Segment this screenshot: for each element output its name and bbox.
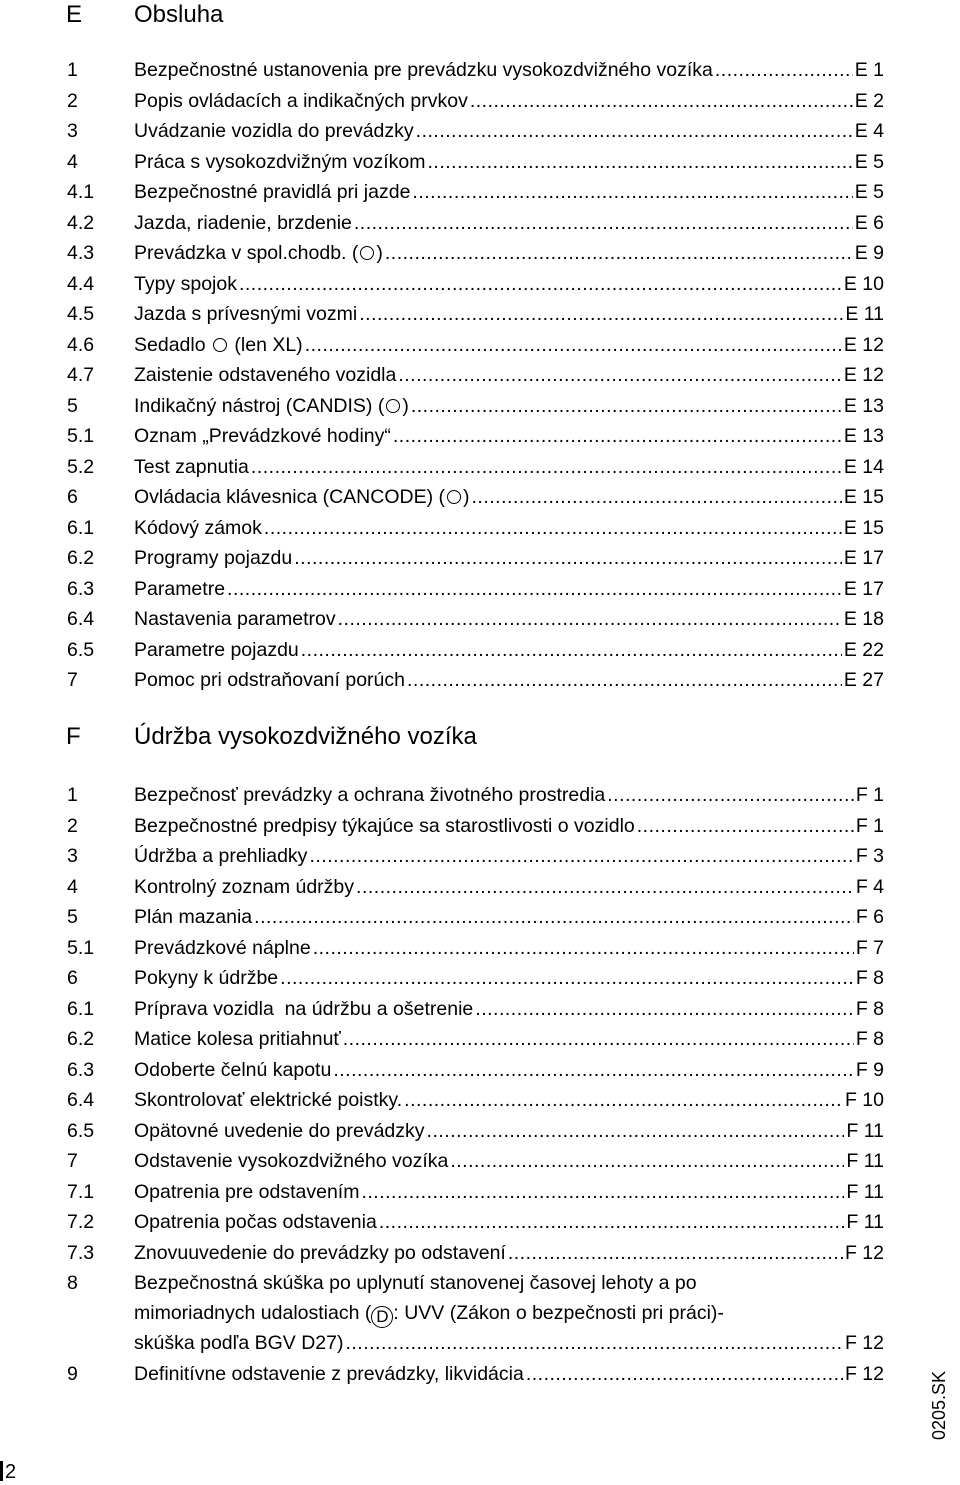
- toc-title: Bezpečnosť prevádzky a ochrana životného prostredia: [134, 784, 606, 806]
- toc-number: 6.2: [67, 547, 95, 569]
- toc-title: Odstavenie vysokozdvižného vozíka: [134, 1150, 449, 1172]
- toc-entry[interactable]: [0, 543, 960, 574]
- dot-leader: [356, 872, 854, 903]
- toc-number: 6.5: [67, 1119, 95, 1142]
- toc-number: 2: [67, 814, 78, 837]
- toc-page: F 12: [844, 1241, 884, 1264]
- toc-title: Kódový zámok: [134, 516, 262, 539]
- toc-title: Odoberte čelnú kapotu: [134, 1058, 332, 1081]
- toc-page: E 27: [843, 669, 884, 691]
- dot-leader: [508, 1238, 843, 1269]
- toc-entry[interactable]: [0, 238, 960, 269]
- dot-leader: [359, 299, 843, 330]
- toc-entry[interactable]: [0, 1359, 960, 1390]
- toc-number: 4.4: [67, 272, 95, 295]
- toc-number: 7.1: [67, 1180, 95, 1203]
- dot-leader: [354, 208, 853, 239]
- dot-leader: [428, 147, 853, 178]
- toc-entry[interactable]: [0, 391, 960, 422]
- toc-title: Jazda, riadenie, brzdenie: [134, 211, 352, 234]
- toc-page: E 4: [854, 120, 884, 142]
- toc-entry[interactable]: [0, 330, 960, 361]
- dot-leader: [333, 1055, 854, 1086]
- toc-entry[interactable]: [0, 86, 960, 117]
- toc-title-part: Prevádzka v spol.chodb. (: [134, 242, 359, 264]
- toc-page: F 6: [855, 906, 884, 928]
- toc-number: 6: [67, 967, 78, 989]
- toc-page: E 12: [843, 333, 884, 356]
- toc-entry[interactable]: [0, 1085, 960, 1116]
- toc-page: E 15: [843, 516, 884, 539]
- toc-entry[interactable]: [0, 513, 960, 544]
- toc-page: F 12: [844, 1332, 884, 1354]
- section-letter: E: [66, 1, 83, 28]
- toc-title: Matice kolesa pritiahnuť: [134, 1028, 341, 1050]
- toc-number: 6: [67, 486, 78, 508]
- toc-entry[interactable]: [0, 902, 960, 933]
- toc-title: Kontrolný zoznam údržby: [134, 875, 355, 898]
- dot-leader: [301, 635, 842, 666]
- toc-page: E 2: [854, 89, 884, 112]
- toc-number: 4: [67, 875, 78, 898]
- toc-number: 5.1: [67, 936, 95, 959]
- toc-entry[interactable]: [0, 482, 960, 513]
- toc-title: skúška podľa BGV D27): [134, 1332, 344, 1354]
- toc-title: Oznam „Prevádzkové hodiny“: [134, 425, 391, 447]
- toc-page: E 12: [843, 364, 884, 386]
- document-code: 0205.SK: [929, 1370, 949, 1440]
- section-e-header: [0, 0, 960, 36]
- dot-leader: [411, 391, 842, 422]
- dot-leader: [227, 574, 842, 605]
- toc-page: E 17: [843, 547, 884, 569]
- toc-title: Popis ovládacích a indikačných prvkov: [134, 89, 468, 112]
- toc-page: E 13: [843, 425, 884, 447]
- toc-title: Príprava vozidla na údržbu a ošetrenie: [134, 997, 474, 1020]
- toc-entry[interactable]: [0, 811, 960, 842]
- toc-title-part: ): [402, 394, 409, 417]
- toc-number: 4.1: [67, 181, 95, 203]
- toc-page: F 3: [855, 845, 884, 867]
- toc-entry[interactable]: [0, 208, 960, 239]
- toc-title-part: Sedadlo: [134, 333, 211, 356]
- toc-title: Nastavenia parametrov: [134, 608, 336, 630]
- toc-number: 7.3: [67, 1241, 95, 1264]
- toc-title: Jazda s prívesnými vozmi: [134, 303, 358, 325]
- toc-entry[interactable]: [0, 1177, 960, 1208]
- toc-page: E 17: [843, 577, 884, 600]
- toc-number: 6.3: [67, 577, 95, 600]
- toc-title: Definitívne odstavenie z prevádzky, likvidácia: [134, 1363, 524, 1385]
- toc-entry[interactable]: [0, 994, 960, 1025]
- toc-number: 4: [67, 150, 78, 173]
- toc-number: 4.2: [67, 211, 95, 234]
- dot-leader: [637, 811, 854, 842]
- dot-leader: [239, 269, 842, 300]
- toc-title-line: Bezpečnostná skúška po uplynutí stanovenej časovej lehoty a po: [134, 1272, 697, 1294]
- dot-leader: [407, 665, 842, 696]
- toc-page: F 11: [846, 1119, 884, 1142]
- toc-title: [134, 330, 303, 361]
- toc-entry[interactable]: [0, 933, 960, 964]
- toc-entry[interactable]: [0, 665, 960, 696]
- toc-entry[interactable]: [0, 635, 960, 666]
- dot-leader: [305, 330, 842, 361]
- dot-leader: [715, 55, 853, 86]
- toc-title: Typy spojok: [134, 272, 237, 295]
- toc-entry[interactable]: [0, 1116, 960, 1147]
- dot-leader: [343, 1024, 854, 1055]
- toc-number: 5.1: [67, 425, 95, 447]
- margin-bar: [0, 1461, 3, 1481]
- dot-leader: [251, 452, 842, 483]
- toc-title: Bezpečnostné pravidlá pri jazde: [134, 181, 411, 203]
- toc-title-line: [134, 1298, 724, 1329]
- dot-leader: [379, 1207, 845, 1238]
- optional-equipment-icon: [213, 338, 227, 352]
- toc-number: 6.4: [67, 1089, 95, 1111]
- toc-page: F 8: [855, 967, 884, 989]
- dot-leader: [294, 543, 842, 574]
- toc-title-part: Indikačný nástroj (CANDIS) (: [134, 394, 385, 417]
- toc-page: E 11: [845, 303, 884, 325]
- toc-number: 6.2: [67, 1028, 95, 1050]
- toc-title: [134, 391, 409, 422]
- section-letter: F: [66, 723, 81, 750]
- dot-leader: [393, 421, 842, 452]
- toc-title-part: : UVV (Zákon o bezpečnosti pri práci)-: [393, 1302, 724, 1324]
- toc-entry[interactable]: [0, 116, 960, 147]
- toc-title: Práca s vysokozdvižným vozíkom: [134, 150, 426, 173]
- dot-leader: [526, 1359, 843, 1390]
- dot-leader: [475, 994, 854, 1025]
- toc-number: 6.4: [67, 608, 95, 630]
- dot-leader: [404, 1085, 843, 1116]
- toc-entry[interactable]: [0, 269, 960, 300]
- toc-entry[interactable]: [0, 1024, 960, 1055]
- toc-title: Bezpečnostné predpisy týkajúce sa starostlivosti o vozidlo: [134, 814, 635, 837]
- dot-leader: [450, 1146, 844, 1177]
- toc-page: E 22: [843, 638, 884, 661]
- toc-number: 4.3: [67, 242, 95, 264]
- toc-page: E 6: [854, 211, 884, 234]
- toc-number: 4.6: [67, 333, 95, 356]
- toc-number: 1: [67, 784, 78, 806]
- section-title: Údržba vysokozdvižného vozíka: [134, 723, 477, 750]
- country-code-d-icon: D: [371, 1306, 393, 1328]
- dot-leader: [412, 177, 852, 208]
- toc-number: 3: [67, 845, 78, 867]
- toc-page: F 11: [846, 1211, 884, 1233]
- dot-leader: [338, 604, 842, 635]
- optional-equipment-icon: [447, 490, 461, 504]
- dot-leader: [470, 86, 853, 117]
- toc-title: [134, 482, 470, 513]
- optional-equipment-icon: [360, 246, 374, 260]
- toc-title-part: (len XL): [228, 333, 303, 356]
- toc-title: Parametre pojazdu: [134, 638, 299, 661]
- toc-number: 3: [67, 120, 78, 142]
- toc-title: Skontrolovať elektrické poistky.: [134, 1089, 403, 1111]
- toc-page: E 18: [843, 608, 884, 630]
- toc-number: 7: [67, 1150, 78, 1172]
- toc-number: 5.2: [67, 455, 95, 478]
- toc-entry[interactable]: [0, 55, 960, 86]
- toc-entry[interactable]: [0, 841, 960, 872]
- dot-leader: [398, 360, 842, 391]
- toc-page: E 9: [854, 242, 884, 264]
- toc-title: Parametre: [134, 577, 226, 600]
- dot-leader: [427, 1116, 845, 1147]
- toc-page: F 8: [855, 997, 884, 1020]
- section-title: Obsluha: [134, 1, 224, 28]
- dot-leader: [416, 116, 853, 147]
- toc-title: Pomoc pri odstraňovaní porúch: [134, 669, 405, 691]
- toc-page: F 10: [844, 1089, 884, 1111]
- toc-page: E 13: [843, 394, 884, 417]
- toc-title: Plán mazania: [134, 906, 253, 928]
- toc-section-e: [0, 55, 960, 696]
- toc-number: 9: [67, 1363, 78, 1385]
- toc-page: F 8: [855, 1028, 884, 1050]
- toc-page: E 1: [854, 59, 884, 81]
- toc-number: 4.5: [67, 303, 95, 325]
- dot-leader: [254, 902, 854, 933]
- toc-entry[interactable]: [0, 604, 960, 635]
- toc-entry[interactable]: [0, 1146, 960, 1177]
- toc-page: F 1: [855, 784, 884, 806]
- toc-page: F 4: [855, 875, 884, 898]
- dot-leader: [472, 482, 842, 513]
- toc-entry[interactable]: [0, 177, 960, 208]
- toc-title-part: mimoriadnych udalostiach (: [134, 1302, 372, 1324]
- toc-number: 1: [67, 59, 78, 81]
- toc-page: E 5: [854, 181, 884, 203]
- dot-leader: [361, 1177, 844, 1208]
- toc-page: E 14: [843, 455, 884, 478]
- page-number-text: 2: [5, 1461, 17, 1483]
- toc-page: F 11: [846, 1150, 884, 1172]
- toc-entry[interactable]: [0, 963, 960, 994]
- section-f-header: [0, 722, 960, 758]
- toc-number: 6.3: [67, 1058, 95, 1081]
- toc-number: 6.5: [67, 638, 95, 661]
- toc-number: 6.1: [67, 997, 95, 1020]
- toc-page: E 5: [854, 150, 884, 173]
- toc-entry[interactable]: [0, 421, 960, 452]
- dot-leader: [309, 841, 853, 872]
- toc-entry[interactable]: [0, 872, 960, 903]
- toc-title: Zaistenie odstaveného vozidla: [134, 364, 397, 386]
- toc-entry[interactable]: [0, 452, 960, 483]
- toc-entry[interactable]: [0, 1055, 960, 1086]
- toc-page: F 12: [844, 1363, 884, 1385]
- toc-title: Test zapnutia: [134, 455, 249, 478]
- toc-number: 8: [67, 1272, 78, 1294]
- dot-leader: [264, 513, 842, 544]
- toc-title: Opätovné uvedenie do prevádzky: [134, 1119, 425, 1142]
- toc-title: Údržba a prehliadky: [134, 845, 308, 867]
- toc-entry[interactable]: [0, 1207, 960, 1238]
- dot-leader: [313, 933, 854, 964]
- toc-entry[interactable]: [0, 780, 960, 811]
- toc-title: Bezpečnostné ustanovenia pre prevádzku vysokozdvižného vozíka: [134, 59, 713, 81]
- toc-page: F 11: [846, 1180, 884, 1203]
- dot-leader: [607, 780, 854, 811]
- dot-leader: [385, 238, 853, 269]
- toc-number: 7: [67, 669, 78, 691]
- toc-number: 4.7: [67, 364, 95, 386]
- toc-title: [134, 238, 383, 269]
- toc-entry[interactable]: [0, 147, 960, 178]
- toc-title: Programy pojazdu: [134, 547, 293, 569]
- toc-page: F 1: [855, 814, 884, 837]
- toc-title: Znovuuvedenie do prevádzky po odstavení: [134, 1241, 506, 1264]
- dot-leader: [345, 1328, 843, 1359]
- toc-title: Prevádzkové náplne: [134, 936, 311, 959]
- toc-number: 7.2: [67, 1211, 95, 1233]
- toc-entry[interactable]: [0, 299, 960, 330]
- toc-title: Pokyny k údržbe: [134, 967, 279, 989]
- page-number: [0, 1460, 16, 1484]
- toc-entry[interactable]: [0, 1268, 960, 1359]
- toc-page: E 15: [843, 486, 884, 508]
- toc-title: Opatrenia pre odstavením: [134, 1180, 360, 1203]
- optional-equipment-icon: [386, 399, 400, 413]
- toc-title-part: ): [376, 242, 383, 264]
- toc-page: E 10: [843, 272, 884, 295]
- toc-title-part: ): [463, 486, 470, 508]
- toc-entry[interactable]: [0, 1238, 960, 1269]
- toc-page: F 9: [855, 1058, 884, 1081]
- toc-number: 2: [67, 89, 78, 112]
- toc-number: 5: [67, 906, 78, 928]
- toc-title: Opatrenia počas odstavenia: [134, 1211, 377, 1233]
- toc-title-part: Ovládacia klávesnica (CANCODE) (: [134, 486, 446, 508]
- toc-entry[interactable]: [0, 360, 960, 391]
- toc-number: 6.1: [67, 516, 95, 539]
- toc-page: F 7: [855, 936, 884, 959]
- toc-section-f: [0, 780, 960, 1390]
- toc-number: 5: [67, 394, 78, 417]
- dot-leader: [280, 963, 854, 994]
- toc-title: Uvádzanie vozidla do prevádzky: [134, 120, 414, 142]
- toc-entry[interactable]: [0, 574, 960, 605]
